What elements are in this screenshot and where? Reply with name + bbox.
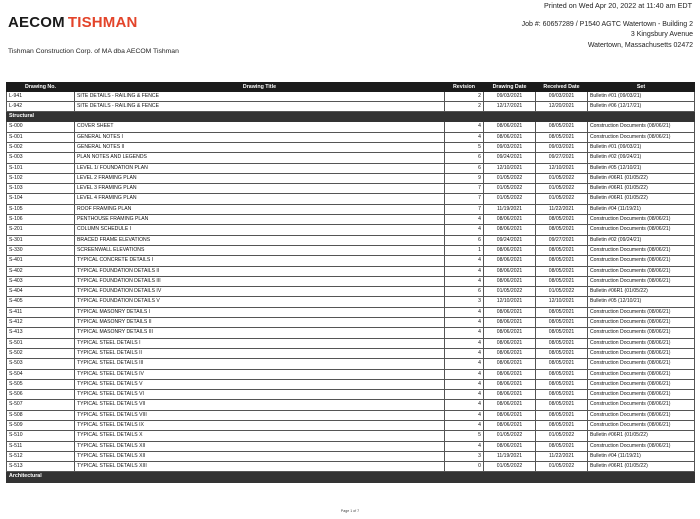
- cell-drawing-no: S-403: [7, 276, 75, 286]
- cell-set: Bulletin #06R1 (01/05/22): [588, 431, 695, 441]
- cell-drawing-no: S-405: [7, 297, 75, 307]
- cell-drawing-date: 08/06/2021: [484, 359, 536, 369]
- cell-revision: 4: [445, 122, 484, 132]
- cell-received-date: 09/27/2021: [536, 235, 588, 245]
- printed-timestamp: Printed on Wed Apr 20, 2022 at 11:40 am EDT: [544, 1, 692, 10]
- cell-drawing-no: S-104: [7, 194, 75, 204]
- cell-received-date: 08/05/2021: [536, 328, 588, 338]
- cell-title: TYPICAL STEEL DETAILS V: [75, 379, 445, 389]
- cell-set: Bulletin #05 (12/10/21): [588, 163, 695, 173]
- cell-revision: 4: [445, 318, 484, 328]
- cell-drawing-date: 08/06/2021: [484, 379, 536, 389]
- section-row: [7, 112, 695, 122]
- cell-revision: 4: [445, 256, 484, 266]
- table-row: [7, 441, 695, 451]
- cell-title: TYPICAL CONCRETE DETAILS I: [75, 256, 445, 266]
- table-row: [7, 266, 695, 276]
- cell-drawing-date: 12/17/2021: [484, 101, 536, 111]
- cell-set: Construction Documents (08/06/21): [588, 318, 695, 328]
- cell-received-date: 01/05/2022: [536, 173, 588, 183]
- cell-drawing-date: 08/06/2021: [484, 338, 536, 348]
- logo-aecom-text: AECOM: [8, 14, 65, 31]
- cell-drawing-no: S-503: [7, 359, 75, 369]
- cell-title: SITE DETAILS - RAILING & FENCE: [75, 101, 445, 111]
- cell-drawing-date: 08/06/2021: [484, 132, 536, 142]
- cell-drawing-date: 12/10/2021: [484, 163, 536, 173]
- cell-set: Construction Documents (08/06/21): [588, 122, 695, 132]
- cell-revision: 4: [445, 379, 484, 389]
- cell-title: TYPICAL FOUNDATION DETAILS IV: [75, 287, 445, 297]
- cell-title: ROOF FRAMING PLAN: [75, 204, 445, 214]
- cell-revision: 0: [445, 462, 484, 472]
- cell-received-date: 11/22/2021: [536, 451, 588, 461]
- table-row: [7, 204, 695, 214]
- cell-revision: 4: [445, 410, 484, 420]
- cell-received-date: 08/05/2021: [536, 390, 588, 400]
- page-number: Page 1 of 7: [340, 509, 360, 513]
- cell-drawing-date: 01/05/2022: [484, 431, 536, 441]
- cell-drawing-date: 08/06/2021: [484, 215, 536, 225]
- cell-set: Construction Documents (08/06/21): [588, 225, 695, 235]
- cell-title: TYPICAL STEEL DETAILS X: [75, 431, 445, 441]
- cell-revision: 5: [445, 431, 484, 441]
- table-row: [7, 421, 695, 431]
- cell-set: Construction Documents (08/06/21): [588, 369, 695, 379]
- table-row: [7, 318, 695, 328]
- cell-title: COLUMN SCHEDULE I: [75, 225, 445, 235]
- col-header-revision: Revision: [445, 83, 484, 92]
- drawing-log-table: [6, 82, 695, 483]
- cell-title: SITE DETAILS - RAILING & FENCE: [75, 91, 445, 101]
- cell-title: TYPICAL STEEL DETAILS III: [75, 359, 445, 369]
- cell-received-date: 08/05/2021: [536, 369, 588, 379]
- table-row: [7, 359, 695, 369]
- cell-revision: 4: [445, 215, 484, 225]
- cell-set: Construction Documents (08/06/21): [588, 390, 695, 400]
- table-row: [7, 122, 695, 132]
- cell-received-date: 12/10/2021: [536, 297, 588, 307]
- cell-received-date: 08/05/2021: [536, 307, 588, 317]
- cell-received-date: 08/05/2021: [536, 215, 588, 225]
- cell-set: Bulletin #06R1 (01/05/22): [588, 173, 695, 183]
- cell-drawing-date: 08/06/2021: [484, 266, 536, 276]
- cell-set: Construction Documents (08/06/21): [588, 276, 695, 286]
- cell-drawing-date: 08/06/2021: [484, 421, 536, 431]
- cell-received-date: 12/10/2021: [536, 163, 588, 173]
- cell-title: TYPICAL STEEL DETAILS I: [75, 338, 445, 348]
- cell-drawing-no: S-412: [7, 318, 75, 328]
- cell-set: Construction Documents (08/06/21): [588, 359, 695, 369]
- cell-revision: 3: [445, 297, 484, 307]
- cell-revision: 5: [445, 142, 484, 152]
- cell-received-date: 09/03/2021: [536, 91, 588, 101]
- cell-title: COVER SHEET: [75, 122, 445, 132]
- cell-revision: 4: [445, 359, 484, 369]
- cell-drawing-date: 01/05/2022: [484, 462, 536, 472]
- cell-set: Bulletin #02 (09/24/21): [588, 235, 695, 245]
- cell-received-date: 08/05/2021: [536, 245, 588, 255]
- table-row: [7, 225, 695, 235]
- cell-set: Bulletin #05 (12/10/21): [588, 297, 695, 307]
- cell-received-date: 08/05/2021: [536, 338, 588, 348]
- table-row: [7, 194, 695, 204]
- table-row: [7, 400, 695, 410]
- cell-drawing-date: 08/06/2021: [484, 122, 536, 132]
- cell-set: Construction Documents (08/06/21): [588, 245, 695, 255]
- table-row: [7, 276, 695, 286]
- cell-received-date: 08/05/2021: [536, 132, 588, 142]
- cell-drawing-date: 08/06/2021: [484, 390, 536, 400]
- cell-revision: 4: [445, 328, 484, 338]
- cell-drawing-date: 09/03/2021: [484, 142, 536, 152]
- cell-drawing-no: S-509: [7, 421, 75, 431]
- cell-drawing-date: 08/06/2021: [484, 318, 536, 328]
- cell-title: LEVEL 4 FRAMING PLAN: [75, 194, 445, 204]
- cell-drawing-no: S-001: [7, 132, 75, 142]
- table-row: [7, 215, 695, 225]
- cell-set: Bulletin #02 (09/24/21): [588, 153, 695, 163]
- table-row: [7, 307, 695, 317]
- cell-drawing-date: 08/06/2021: [484, 276, 536, 286]
- cell-set: Construction Documents (08/06/21): [588, 266, 695, 276]
- cell-title: TYPICAL MASONRY DETAILS I: [75, 307, 445, 317]
- cell-drawing-no: S-404: [7, 287, 75, 297]
- cell-drawing-date: 09/03/2021: [484, 91, 536, 101]
- cell-drawing-date: 11/19/2021: [484, 204, 536, 214]
- cell-drawing-date: 09/24/2021: [484, 235, 536, 245]
- cell-set: Construction Documents (08/06/21): [588, 441, 695, 451]
- cell-set: Construction Documents (08/06/21): [588, 328, 695, 338]
- cell-set: Construction Documents (08/06/21): [588, 132, 695, 142]
- cell-title: TYPICAL STEEL DETAILS IV: [75, 369, 445, 379]
- cell-set: Construction Documents (08/06/21): [588, 400, 695, 410]
- aecom-tishman-logo: [8, 14, 138, 31]
- cell-revision: 2: [445, 101, 484, 111]
- cell-drawing-date: 08/06/2021: [484, 410, 536, 420]
- cell-drawing-date: 01/05/2022: [484, 287, 536, 297]
- cell-title: TYPICAL MASONRY DETAILS II: [75, 318, 445, 328]
- cell-revision: 4: [445, 276, 484, 286]
- cell-revision: 4: [445, 421, 484, 431]
- cell-title: TYPICAL STEEL DETAILS XII: [75, 451, 445, 461]
- cell-received-date: 08/05/2021: [536, 410, 588, 420]
- cell-title: PLAN NOTES AND LEGENDS: [75, 153, 445, 163]
- cell-drawing-no: S-513: [7, 462, 75, 472]
- cell-received-date: 09/27/2021: [536, 153, 588, 163]
- section-row: [7, 472, 695, 482]
- cell-set: Bulletin #01 (09/03/21): [588, 91, 695, 101]
- cell-set: Construction Documents (08/06/21): [588, 338, 695, 348]
- table-row: [7, 91, 695, 101]
- section-label: Architectural: [7, 472, 695, 482]
- cell-drawing-date: 08/06/2021: [484, 225, 536, 235]
- cell-received-date: 01/05/2022: [536, 431, 588, 441]
- cell-revision: 6: [445, 153, 484, 163]
- cell-received-date: 08/05/2021: [536, 256, 588, 266]
- cell-received-date: 08/05/2021: [536, 348, 588, 358]
- cell-title: LEVEL 3 FRAMING PLAN: [75, 184, 445, 194]
- cell-set: Bulletin #04 (11/19/21): [588, 204, 695, 214]
- cell-drawing-date: 08/06/2021: [484, 441, 536, 451]
- table-row: [7, 256, 695, 266]
- col-header-drawing-no: Drawing No.: [7, 83, 75, 92]
- cell-drawing-date: 11/19/2021: [484, 451, 536, 461]
- cell-revision: 4: [445, 390, 484, 400]
- cell-title: GENERAL NOTES II: [75, 142, 445, 152]
- cell-revision: 4: [445, 348, 484, 358]
- table-row: [7, 369, 695, 379]
- cell-drawing-no: S-401: [7, 256, 75, 266]
- cell-revision: 4: [445, 132, 484, 142]
- cell-title: LEVEL 2 FRAMING PLAN: [75, 173, 445, 183]
- cell-revision: 2: [445, 91, 484, 101]
- table-row: [7, 153, 695, 163]
- cell-received-date: 08/05/2021: [536, 122, 588, 132]
- cell-drawing-date: 01/05/2022: [484, 184, 536, 194]
- cell-drawing-no: S-000: [7, 122, 75, 132]
- table-row: [7, 287, 695, 297]
- col-header-drawing-date: Drawing Date: [484, 83, 536, 92]
- cell-drawing-date: 08/06/2021: [484, 245, 536, 255]
- cell-drawing-no: S-512: [7, 451, 75, 461]
- cell-drawing-no: S-511: [7, 441, 75, 451]
- cell-revision: 6: [445, 235, 484, 245]
- cell-title: LEVEL 1/ FOUNDATION PLAN: [75, 163, 445, 173]
- table-row: [7, 173, 695, 183]
- cell-revision: 4: [445, 400, 484, 410]
- table-row: [7, 101, 695, 111]
- address-street: 3 Kingsbury Avenue: [630, 31, 693, 39]
- cell-drawing-date: 08/06/2021: [484, 307, 536, 317]
- cell-received-date: 08/05/2021: [536, 400, 588, 410]
- cell-received-date: 08/05/2021: [536, 441, 588, 451]
- cell-revision: 4: [445, 225, 484, 235]
- section-label: Structural: [7, 112, 695, 122]
- cell-set: Construction Documents (08/06/21): [588, 307, 695, 317]
- cell-revision: 4: [445, 266, 484, 276]
- cell-title: TYPICAL STEEL DETAILS XIII: [75, 462, 445, 472]
- cell-set: Construction Documents (08/06/21): [588, 348, 695, 358]
- cell-title: GENERAL NOTES I: [75, 132, 445, 142]
- table-row: [7, 338, 695, 348]
- table-row: [7, 328, 695, 338]
- cell-set: Construction Documents (08/06/21): [588, 215, 695, 225]
- cell-drawing-no: S-106: [7, 215, 75, 225]
- cell-title: TYPICAL STEEL DETAILS II: [75, 348, 445, 358]
- cell-title: TYPICAL STEEL DETAILS VII: [75, 400, 445, 410]
- table-row: [7, 390, 695, 400]
- table-row: [7, 142, 695, 152]
- cell-set: Construction Documents (08/06/21): [588, 421, 695, 431]
- cell-set: Bulletin #06R1 (01/05/22): [588, 184, 695, 194]
- cell-revision: 9: [445, 173, 484, 183]
- cell-received-date: 08/05/2021: [536, 379, 588, 389]
- table-row: [7, 451, 695, 461]
- cell-drawing-no: S-105: [7, 204, 75, 214]
- cell-received-date: 09/03/2021: [536, 142, 588, 152]
- company-name: Tishman Construction Corp. of MA dba AECOM Tishman: [8, 48, 179, 55]
- table-row: [7, 410, 695, 420]
- cell-revision: 4: [445, 307, 484, 317]
- cell-drawing-date: 08/06/2021: [484, 348, 536, 358]
- cell-drawing-no: L-941: [7, 91, 75, 101]
- cell-drawing-no: S-508: [7, 410, 75, 420]
- cell-drawing-no: L-942: [7, 101, 75, 111]
- cell-received-date: 01/05/2022: [536, 194, 588, 204]
- table-row: [7, 348, 695, 358]
- cell-title: TYPICAL FOUNDATION DETAILS III: [75, 276, 445, 286]
- logo-tishman-text: TISHMAN: [67, 14, 138, 31]
- cell-title: TYPICAL STEEL DETAILS IX: [75, 421, 445, 431]
- cell-set: Construction Documents (08/06/21): [588, 379, 695, 389]
- table-row: [7, 379, 695, 389]
- job-info: [522, 20, 693, 51]
- cell-title: TYPICAL STEEL DETAILS VIII: [75, 410, 445, 420]
- cell-drawing-date: 08/06/2021: [484, 400, 536, 410]
- cell-title: BRACED FRAME ELEVATIONS: [75, 235, 445, 245]
- cell-drawing-date: 01/05/2022: [484, 173, 536, 183]
- cell-revision: 7: [445, 194, 484, 204]
- job-number: Job #: 60657289 / P1540 AGTC Watertown - Building 2: [521, 21, 693, 28]
- cell-drawing-no: S-301: [7, 235, 75, 245]
- cell-set: Bulletin #06 (12/17/21): [588, 101, 695, 111]
- cell-set: Construction Documents (08/06/21): [588, 410, 695, 420]
- cell-drawing-no: S-003: [7, 153, 75, 163]
- cell-revision: 1: [445, 245, 484, 255]
- table-row: [7, 245, 695, 255]
- address-city: Watertown, Massachusetts 02472: [587, 41, 693, 49]
- cell-received-date: 01/05/2022: [536, 287, 588, 297]
- table-row: [7, 297, 695, 307]
- cell-drawing-no: S-101: [7, 163, 75, 173]
- cell-drawing-no: S-402: [7, 266, 75, 276]
- cell-drawing-no: S-505: [7, 379, 75, 389]
- cell-received-date: 01/05/2022: [536, 184, 588, 194]
- table-row: [7, 235, 695, 245]
- cell-received-date: 08/05/2021: [536, 266, 588, 276]
- cell-drawing-no: S-510: [7, 431, 75, 441]
- cell-drawing-date: 09/24/2021: [484, 153, 536, 163]
- cell-drawing-date: 12/10/2021: [484, 297, 536, 307]
- cell-set: Bulletin #06R1 (01/05/22): [588, 462, 695, 472]
- cell-drawing-no: S-411: [7, 307, 75, 317]
- cell-title: TYPICAL FOUNDATION DETAILS V: [75, 297, 445, 307]
- cell-received-date: 08/05/2021: [536, 359, 588, 369]
- cell-received-date: 08/05/2021: [536, 318, 588, 328]
- cell-drawing-no: S-002: [7, 142, 75, 152]
- cell-drawing-no: S-413: [7, 328, 75, 338]
- cell-title: PENTHOUSE FRAMING PLAN: [75, 215, 445, 225]
- cell-received-date: 11/22/2021: [536, 204, 588, 214]
- cell-received-date: 08/05/2021: [536, 225, 588, 235]
- table-header-row: [7, 83, 695, 92]
- col-header-received-date: Received Date: [536, 83, 588, 92]
- cell-title: TYPICAL MASONRY DETAILS III: [75, 328, 445, 338]
- table-row: [7, 132, 695, 142]
- cell-received-date: 12/20/2021: [536, 101, 588, 111]
- cell-drawing-date: 08/06/2021: [484, 328, 536, 338]
- cell-drawing-no: S-501: [7, 338, 75, 348]
- cell-received-date: 08/05/2021: [536, 276, 588, 286]
- cell-set: Bulletin #04 (11/19/21): [588, 451, 695, 461]
- col-header-title: Drawing Title: [75, 83, 445, 92]
- cell-revision: 4: [445, 369, 484, 379]
- cell-revision: 7: [445, 184, 484, 194]
- cell-set: Construction Documents (08/06/21): [588, 256, 695, 266]
- col-header-set: Set: [588, 83, 695, 92]
- cell-drawing-date: 08/06/2021: [484, 256, 536, 266]
- cell-title: TYPICAL STEEL DETAILS VI: [75, 390, 445, 400]
- cell-drawing-no: S-502: [7, 348, 75, 358]
- cell-drawing-date: 01/05/2022: [484, 194, 536, 204]
- table-row: [7, 462, 695, 472]
- cell-title: TYPICAL STEEL DETAILS XII: [75, 441, 445, 451]
- cell-revision: 6: [445, 287, 484, 297]
- cell-revision: 4: [445, 338, 484, 348]
- cell-set: Bulletin #01 (09/03/21): [588, 142, 695, 152]
- cell-title: TYPICAL FOUNDATION DETAILS II: [75, 266, 445, 276]
- table-row: [7, 184, 695, 194]
- table-row: [7, 431, 695, 441]
- cell-revision: 6: [445, 163, 484, 173]
- cell-drawing-no: S-507: [7, 400, 75, 410]
- cell-set: Bulletin #06R1 (01/05/22): [588, 287, 695, 297]
- cell-drawing-no: S-103: [7, 184, 75, 194]
- cell-revision: 3: [445, 451, 484, 461]
- cell-drawing-no: S-102: [7, 173, 75, 183]
- cell-drawing-no: S-330: [7, 245, 75, 255]
- cell-received-date: 08/05/2021: [536, 421, 588, 431]
- cell-drawing-no: S-504: [7, 369, 75, 379]
- cell-revision: 7: [445, 204, 484, 214]
- cell-drawing-date: 08/06/2021: [484, 369, 536, 379]
- cell-revision: 4: [445, 441, 484, 451]
- cell-drawing-no: S-506: [7, 390, 75, 400]
- cell-title: SCREENWALL ELEVATIONS: [75, 245, 445, 255]
- cell-received-date: 01/05/2022: [536, 462, 588, 472]
- table-row: [7, 163, 695, 173]
- cell-set: Bulletin #06R1 (01/05/22): [588, 194, 695, 204]
- cell-drawing-no: S-201: [7, 225, 75, 235]
